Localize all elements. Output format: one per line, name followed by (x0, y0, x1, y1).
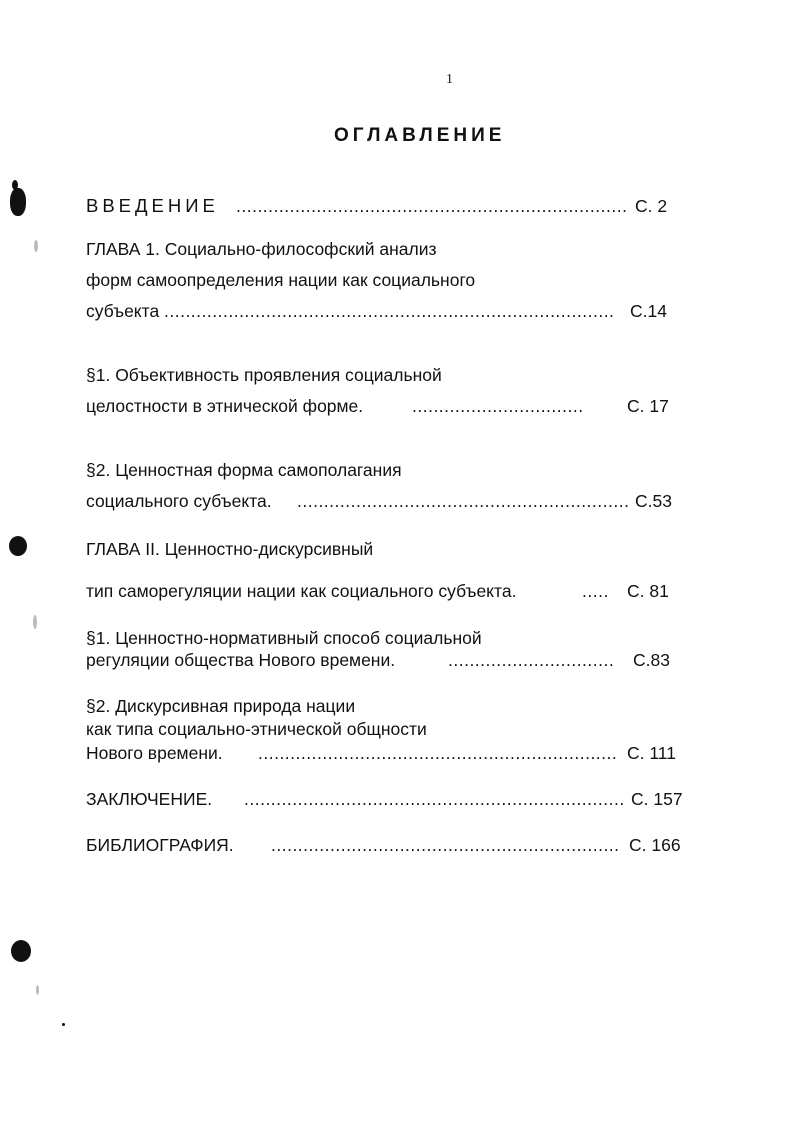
toc-ch2-dots: ..... (582, 581, 609, 601)
toc-ch2-line1: ГЛАВА II. Ценностно-дискурсивный (86, 539, 374, 559)
toc-bibliography-dots: ................................................................. (271, 835, 620, 855)
toc-ch1-s1-dots: ................................ (412, 396, 584, 416)
toc-bibliography-page: С. 166 (629, 835, 681, 855)
scan-speck (34, 240, 38, 252)
toc-ch1-line1: ГЛАВА 1. Социально-философский анализ (86, 239, 437, 259)
scan-speck (36, 985, 39, 995)
toc-ch2-line2: тип саморегуляции нации как социального субъекта. (86, 581, 517, 601)
toc-ch2-s1-page: С.83 (633, 650, 670, 670)
toc-ch2-s1-line1: §1. Ценностно-нормативный способ социальной (86, 628, 482, 648)
punch-hole-mark (11, 940, 31, 962)
toc-ch1-s2-line1: §2. Ценностная форма самополагания (86, 460, 402, 480)
toc-conclusion-page: С. 157 (631, 789, 683, 809)
toc-ch2-page: С. 81 (627, 581, 669, 601)
toc-ch2-s2-line1: §2. Дискурсивная природа нации (86, 696, 356, 716)
page-number: 1 (446, 72, 453, 87)
toc-intro-page: С. 2 (635, 196, 668, 216)
toc-ch2-s1-dots: ............................... (448, 650, 615, 670)
scan-speck (62, 1023, 65, 1026)
punch-hole-mark (9, 536, 27, 556)
toc-ch2-s2-page: С. 111 (627, 743, 676, 763)
scan-speck (33, 615, 37, 629)
toc-ch1-line3: субъекта (86, 301, 160, 321)
toc-ch1-s2-line2: социального субъекта. (86, 491, 272, 511)
toc-ch1-s2-dots: .............................................................. (297, 491, 630, 511)
toc-intro-dots: ......................................................................... (236, 196, 628, 216)
toc-ch1-s1-line2: целостности в этнической форме. (86, 396, 364, 416)
toc-ch2-s1-line2: регуляции общества Нового времени. (86, 650, 396, 670)
toc-ch1-page: С.14 (630, 301, 667, 321)
toc-ch2-s2-dots: ................................................................... (258, 743, 618, 763)
toc-ch1-s1-line1: §1. Объективность проявления социальной (86, 365, 442, 385)
toc-ch1-s2-page: С.53 (635, 491, 672, 511)
toc-ch2-s2-line2: как типа социально-этнической общности (86, 719, 427, 739)
toc-conclusion-label: ЗАКЛЮЧЕНИЕ. (86, 789, 213, 809)
toc-ch2-s2-line3: Нового времени. (86, 743, 223, 763)
toc-intro-label: ВВЕДЕНИЕ (86, 195, 219, 216)
toc-ch1-s1-page: С. 17 (627, 396, 669, 416)
punch-hole-mark (10, 188, 26, 216)
toc-ch1-dots: .................................................................................... (164, 301, 615, 321)
toc-bibliography-label: БИБЛИОГРАФИЯ. (86, 835, 234, 855)
toc-conclusion-dots: ....................................................................... (244, 789, 625, 809)
toc-ch1-line2: форм самоопределения нации как социального (86, 270, 476, 290)
punch-hole-mark (12, 180, 18, 190)
page-title: ОГЛАВЛЕНИЕ (334, 125, 506, 146)
